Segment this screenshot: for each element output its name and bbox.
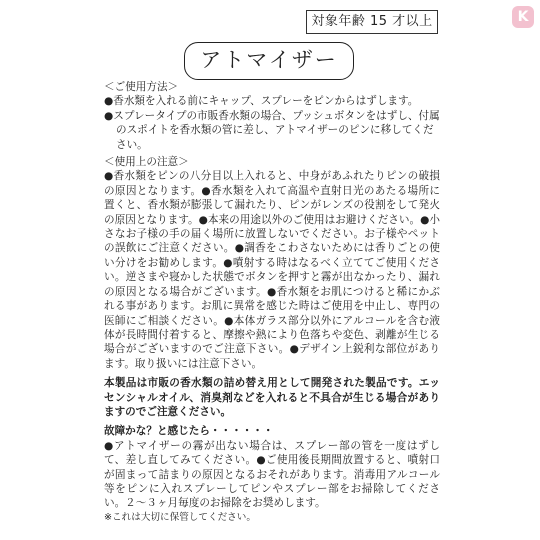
usage-item: ●香水類を入れる前にキャップ、スプレーをピンからはずします。	[104, 95, 419, 108]
trouble-body: ●アトマイザーの霧が出ない場合は、スプレー部の管を一度はずして、差し直してみてください。●ご使用後長期間放置すると、噴射口が固まって詰まりの原因となるおそれがあります。消毒用アルコール等をピンに入れスプレーしてピンやスプレー部をお掃除してください。２～３ヶ月毎度のお掃除をお奨めします。	[104, 439, 440, 510]
caution-heading: ＜使用上の注意＞	[104, 156, 189, 169]
instruction-text	[104, 80, 440, 525]
usage-heading: ＜ご使用方法＞	[104, 81, 179, 93]
product-title: アトマイザー	[184, 42, 354, 80]
age-rating-label: 対象年齢 15 才以上	[306, 10, 438, 34]
brand-badge-icon: K	[512, 6, 534, 28]
footer-note: ※これは大切に保管してください。	[104, 511, 256, 523]
trouble-heading: 故障かな？と感じたら・・・・・・	[104, 425, 274, 438]
caution-body: ●香水類をピンの八分目以上入れると、中身があふれたりピンの破損の原因となります。●香水類を入れて高温や直射日光のあたる場所に置くと、香水類が膨張して漏れたり、ピンがレンズの役割をして発火の原因となります。●本来の用途以外のご使用はお避けください。●小さなお子様の手の届く場所に放置しないでください。お子様やペットの誤飲にご注意ください。●調香をこわさないためには香りごとの使い分けをお勧めします。●噴射する時はなるべく立ててご使用ください。逆さまや寝かした状態でボタンを押すと霧が出なかったり、漏れの原因となる場合がございます。●香水類をお肌につけると稀にかぶれる事があります。お肌に異常を感じた時はご使用を中止し、専門の医師にご相談ください。●本体ガラス部分以外にアルコールを含む液体が長時間付着すると、摩擦や熱により色落ちや変色、剥離が生じる場合がございますのでご注意下さい。●デザイン上鋭利な部位があります。取り扱いには注意下さい。	[104, 170, 440, 370]
product-notice: 本製品は市販の香水類の詰め替え用として開発された製品です。エッセンシャルオイル、消臭剤などを入れると不具合が生じる場合がありますのでご注意ください。	[104, 377, 440, 418]
usage-item: ●スプレータイプの市販香水類の場合、プッシュボタンをはずし、付属のスポイトを香水類の管に差し、アトマイザーのピンに移してください。	[104, 109, 440, 151]
